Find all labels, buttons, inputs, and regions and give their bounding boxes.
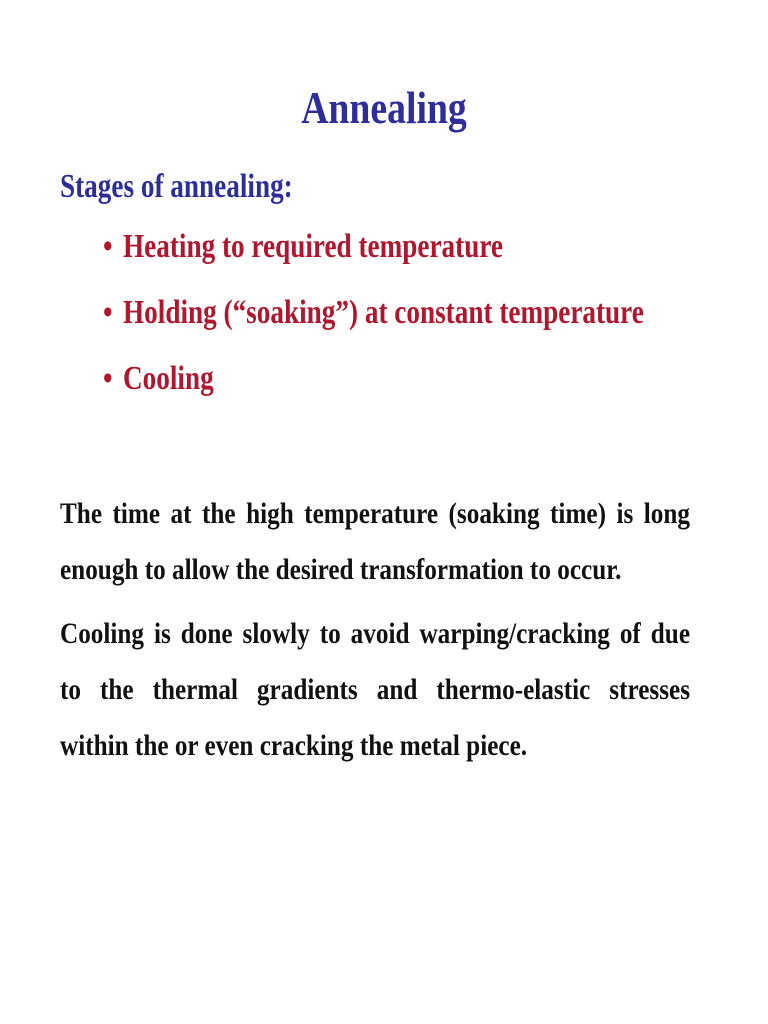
bullet-icon: • xyxy=(103,228,113,265)
paragraph-line: Cooling is done slowly to avoid warping/cracking of due xyxy=(60,617,690,650)
paragraph-line: to the thermal gradients and thermo-elastic stresses xyxy=(60,673,690,706)
bullet-icon: • xyxy=(103,294,113,331)
slide-title: Annealing xyxy=(301,82,467,133)
bullet-item xyxy=(103,354,644,420)
bullet-text: Holding (“soaking”) at constant temperature xyxy=(123,294,644,331)
bullet-item xyxy=(103,222,644,288)
paragraph-line: within the or even cracking the metal piece. xyxy=(60,729,528,762)
bullet-text: Heating to required temperature xyxy=(123,228,503,265)
bullet-text: Cooling xyxy=(123,360,214,397)
bullet-item xyxy=(103,288,644,354)
paragraph-line: enough to allow the desired transformation to occur. xyxy=(60,553,622,586)
paragraph-soaking-time xyxy=(60,486,690,598)
paragraph-line: The time at the high temperature (soaking time) is long xyxy=(60,497,690,530)
bullet-list xyxy=(103,222,768,420)
paragraph-cooling xyxy=(60,606,690,774)
bullet-icon: • xyxy=(103,360,113,397)
section-heading: Stages of annealing: xyxy=(60,168,293,205)
